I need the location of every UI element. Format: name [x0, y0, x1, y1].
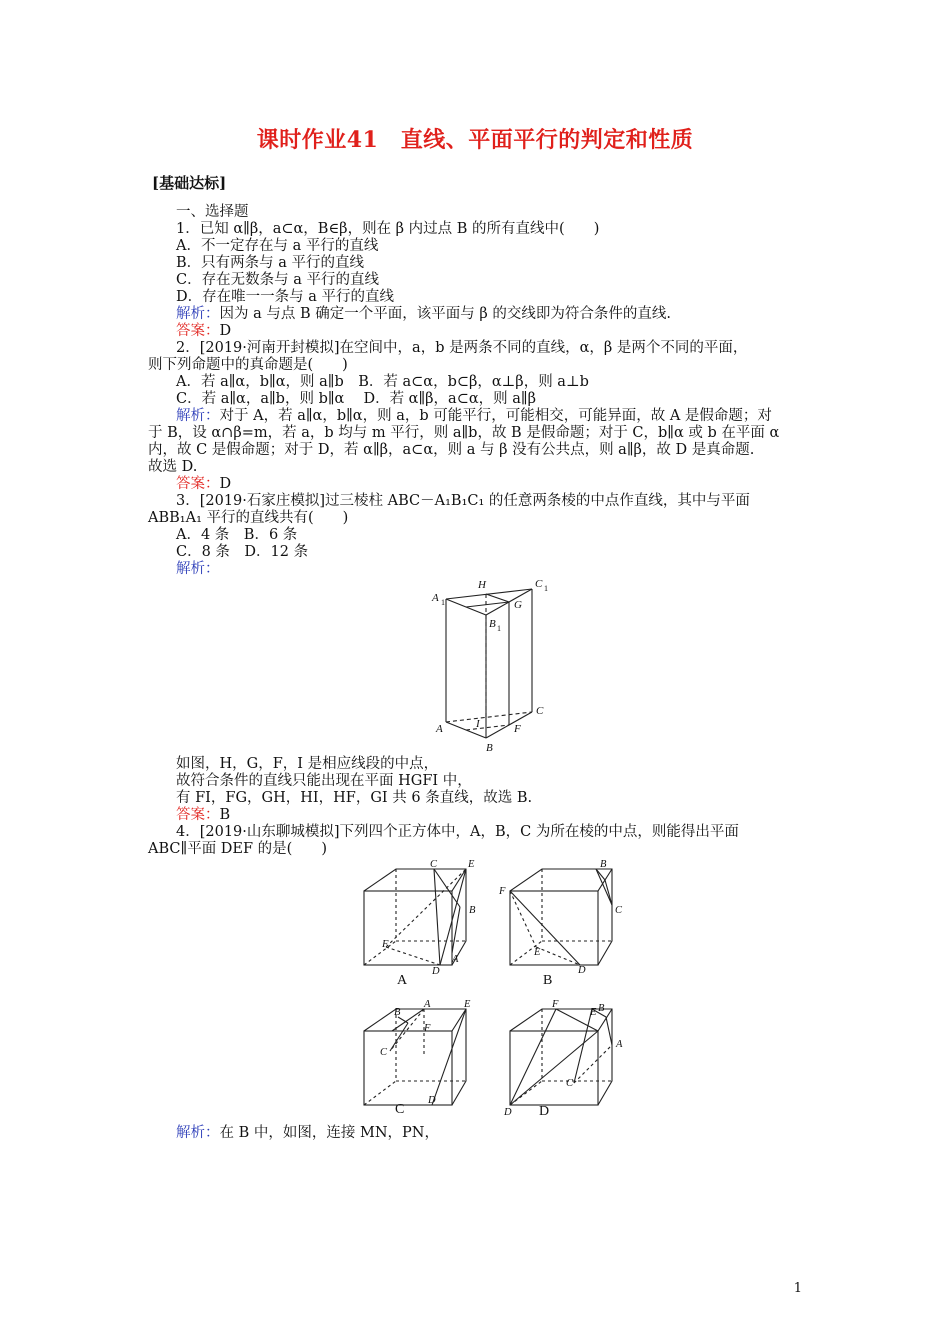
- answer-value: B: [219, 807, 231, 823]
- q1-option-c: C．存在无数条与 a 平行的直线: [176, 272, 379, 288]
- svg-text:C: C: [430, 859, 438, 870]
- svg-text:C: C: [380, 1047, 388, 1058]
- label-b1: B: [489, 618, 496, 630]
- q2-stem-line1: 2．[2019·河南开封模拟]在空间中，a，b 是两条不同的直线，α，β 是两个不同的平面，: [176, 340, 748, 356]
- svg-text:E: E: [534, 947, 541, 958]
- q3-explanation-line2: 故符合条件的直线只能出现在平面 HGFI 中，: [176, 773, 472, 789]
- svg-text:C: C: [615, 905, 623, 916]
- q2-explanation-line3: 内，故 C 是假命题；对于 D，若 α∥β，a⊂α，则 a 与 β 没有公共点，则 a∥β，故 D 是真命题.: [148, 442, 755, 458]
- caption-b: B: [543, 973, 553, 988]
- svg-text:B: B: [600, 859, 607, 870]
- svg-text:F: F: [552, 999, 559, 1010]
- svg-text:A: A: [452, 954, 459, 965]
- q3-stem-line1: 3．[2019·石家庄模拟]过三棱柱 ABC－A₁B₁C₁ 的任意两条棱的中点作直线，其中与平面: [176, 493, 750, 509]
- page-number: 1: [793, 1281, 802, 1296]
- svg-text:F: F: [382, 939, 389, 950]
- section-heading: [基础达标]: [152, 174, 227, 192]
- svg-text:D: D: [578, 965, 586, 976]
- caption-a: A: [397, 973, 408, 988]
- cube-a: [364, 869, 466, 965]
- q3-explanation-label: 解析：: [176, 561, 220, 577]
- label-i: I: [476, 718, 480, 730]
- q2-answer: [176, 475, 231, 493]
- q3-explanation-line1: 如图，H，G，F，I 是相应线段的中点，: [176, 756, 439, 772]
- label-b: B: [486, 742, 493, 754]
- subscript-1: 1: [544, 584, 548, 593]
- answer-value: D: [219, 476, 232, 492]
- q2-options-cd: C．若 a∥α，a∥b，则 b∥α D．若 α∥β，a⊂α，则 a∥β: [176, 391, 536, 407]
- q2-explanation-line4: 故选 D.: [148, 459, 198, 475]
- q3-stem-line2: ABB₁A₁ 平行的直线共有( ): [148, 510, 349, 526]
- part-heading: 一、选择题: [176, 204, 249, 220]
- svg-text:E: E: [590, 1007, 597, 1018]
- q3-options-ab: A．4 条 B．6 条: [176, 527, 298, 543]
- caption-c: C: [395, 1102, 405, 1117]
- svg-text:B: B: [394, 1007, 401, 1018]
- subscript-1: 1: [441, 598, 445, 607]
- explanation-label: 解析：: [176, 1125, 220, 1141]
- cubes-figure: [350, 855, 640, 1120]
- cube-b: [510, 869, 612, 965]
- explanation-text: 对于 A，若 a∥α，b∥α，则 a，b 可能平行，可能相交，可能异面，故 A 是假命题；对: [219, 408, 772, 424]
- svg-text:B: B: [598, 1003, 605, 1014]
- explanation-text: 因为 a 与点 B 确定一个平面，该平面与 β 的交线即为符合条件的直线.: [219, 306, 671, 322]
- svg-text:B: B: [469, 905, 476, 916]
- label-c1: C: [535, 578, 543, 590]
- q3-explanation-line3: 有 FI，FG，GH，HI，HF，GI 共 6 条直线，故选 B.: [176, 790, 533, 806]
- answer-label: 答案：: [176, 323, 220, 339]
- svg-text:A: A: [424, 999, 431, 1010]
- svg-text:F: F: [499, 886, 506, 897]
- explanation-label: 解析：: [176, 408, 220, 424]
- q1-option-d: D．存在唯一一条与 a 平行的直线: [176, 289, 394, 305]
- label-g: G: [514, 599, 522, 611]
- q4-stem-line1: 4．[2019·山东聊城模拟]下列四个正方体中，A，B，C 为所在棱的中点，则能得出平面: [176, 824, 739, 840]
- q2-explanation-line2: 于 B，设 α∩β=m，若 a，b 均与 m 平行，则 a∥b，故 B 是假命题；对于 C，b∥α 或 b 在平面 α: [148, 425, 780, 441]
- q4-stem-line2: ABC∥平面 DEF 的是( ): [148, 841, 327, 857]
- q1-option-a: A．不一定存在与 a 平行的直线: [176, 238, 379, 254]
- q2-stem-line2: 则下列命题中的真命题是( ): [148, 357, 348, 373]
- q3-options-cd: C．8 条 D．12 条: [176, 544, 309, 560]
- label-f: F: [514, 723, 521, 735]
- answer-value: D: [219, 323, 232, 339]
- explanation-label: 解析：: [176, 306, 220, 322]
- caption-d: D: [539, 1104, 550, 1119]
- answer-label: 答案：: [176, 476, 220, 492]
- page-title: 课时作业41 直线、平面平行的判定和性质: [256, 127, 694, 153]
- label-a1: A: [432, 592, 439, 604]
- prism-figure: [420, 572, 560, 762]
- answer-label: 答案：: [176, 807, 220, 823]
- label-a: A: [436, 723, 443, 735]
- svg-text:F: F: [424, 1023, 431, 1034]
- q1-explanation: [176, 305, 671, 323]
- label-c: C: [536, 705, 544, 717]
- q3-answer: [176, 806, 230, 824]
- cube-d: [510, 1009, 612, 1105]
- explanation-text: 在 B 中，如图，连接 MN，PN，: [219, 1125, 439, 1141]
- svg-text:A: A: [616, 1039, 623, 1050]
- q1-option-b: B．只有两条与 a 平行的直线: [176, 255, 365, 271]
- q1-answer: [176, 322, 231, 340]
- label-h: H: [478, 579, 486, 591]
- subscript-1: 1: [497, 624, 501, 633]
- q4-explanation: [176, 1124, 439, 1142]
- svg-text:D: D: [504, 1107, 512, 1118]
- svg-text:C: C: [566, 1078, 574, 1089]
- q2-explanation-line1: [176, 407, 772, 425]
- svg-text:D: D: [428, 1095, 436, 1106]
- svg-text:E: E: [464, 999, 471, 1010]
- q2-options-ab: A．若 a∥α，b∥α，则 a∥b B．若 a⊂α，b⊂β，α⊥β，则 a⊥b: [176, 374, 589, 390]
- svg-text:D: D: [432, 966, 440, 977]
- svg-text:E: E: [468, 859, 475, 870]
- q1-stem: 1．已知 α∥β，a⊂α，B∈β，则在 β 内过点 B 的所有直线中( ): [176, 221, 600, 237]
